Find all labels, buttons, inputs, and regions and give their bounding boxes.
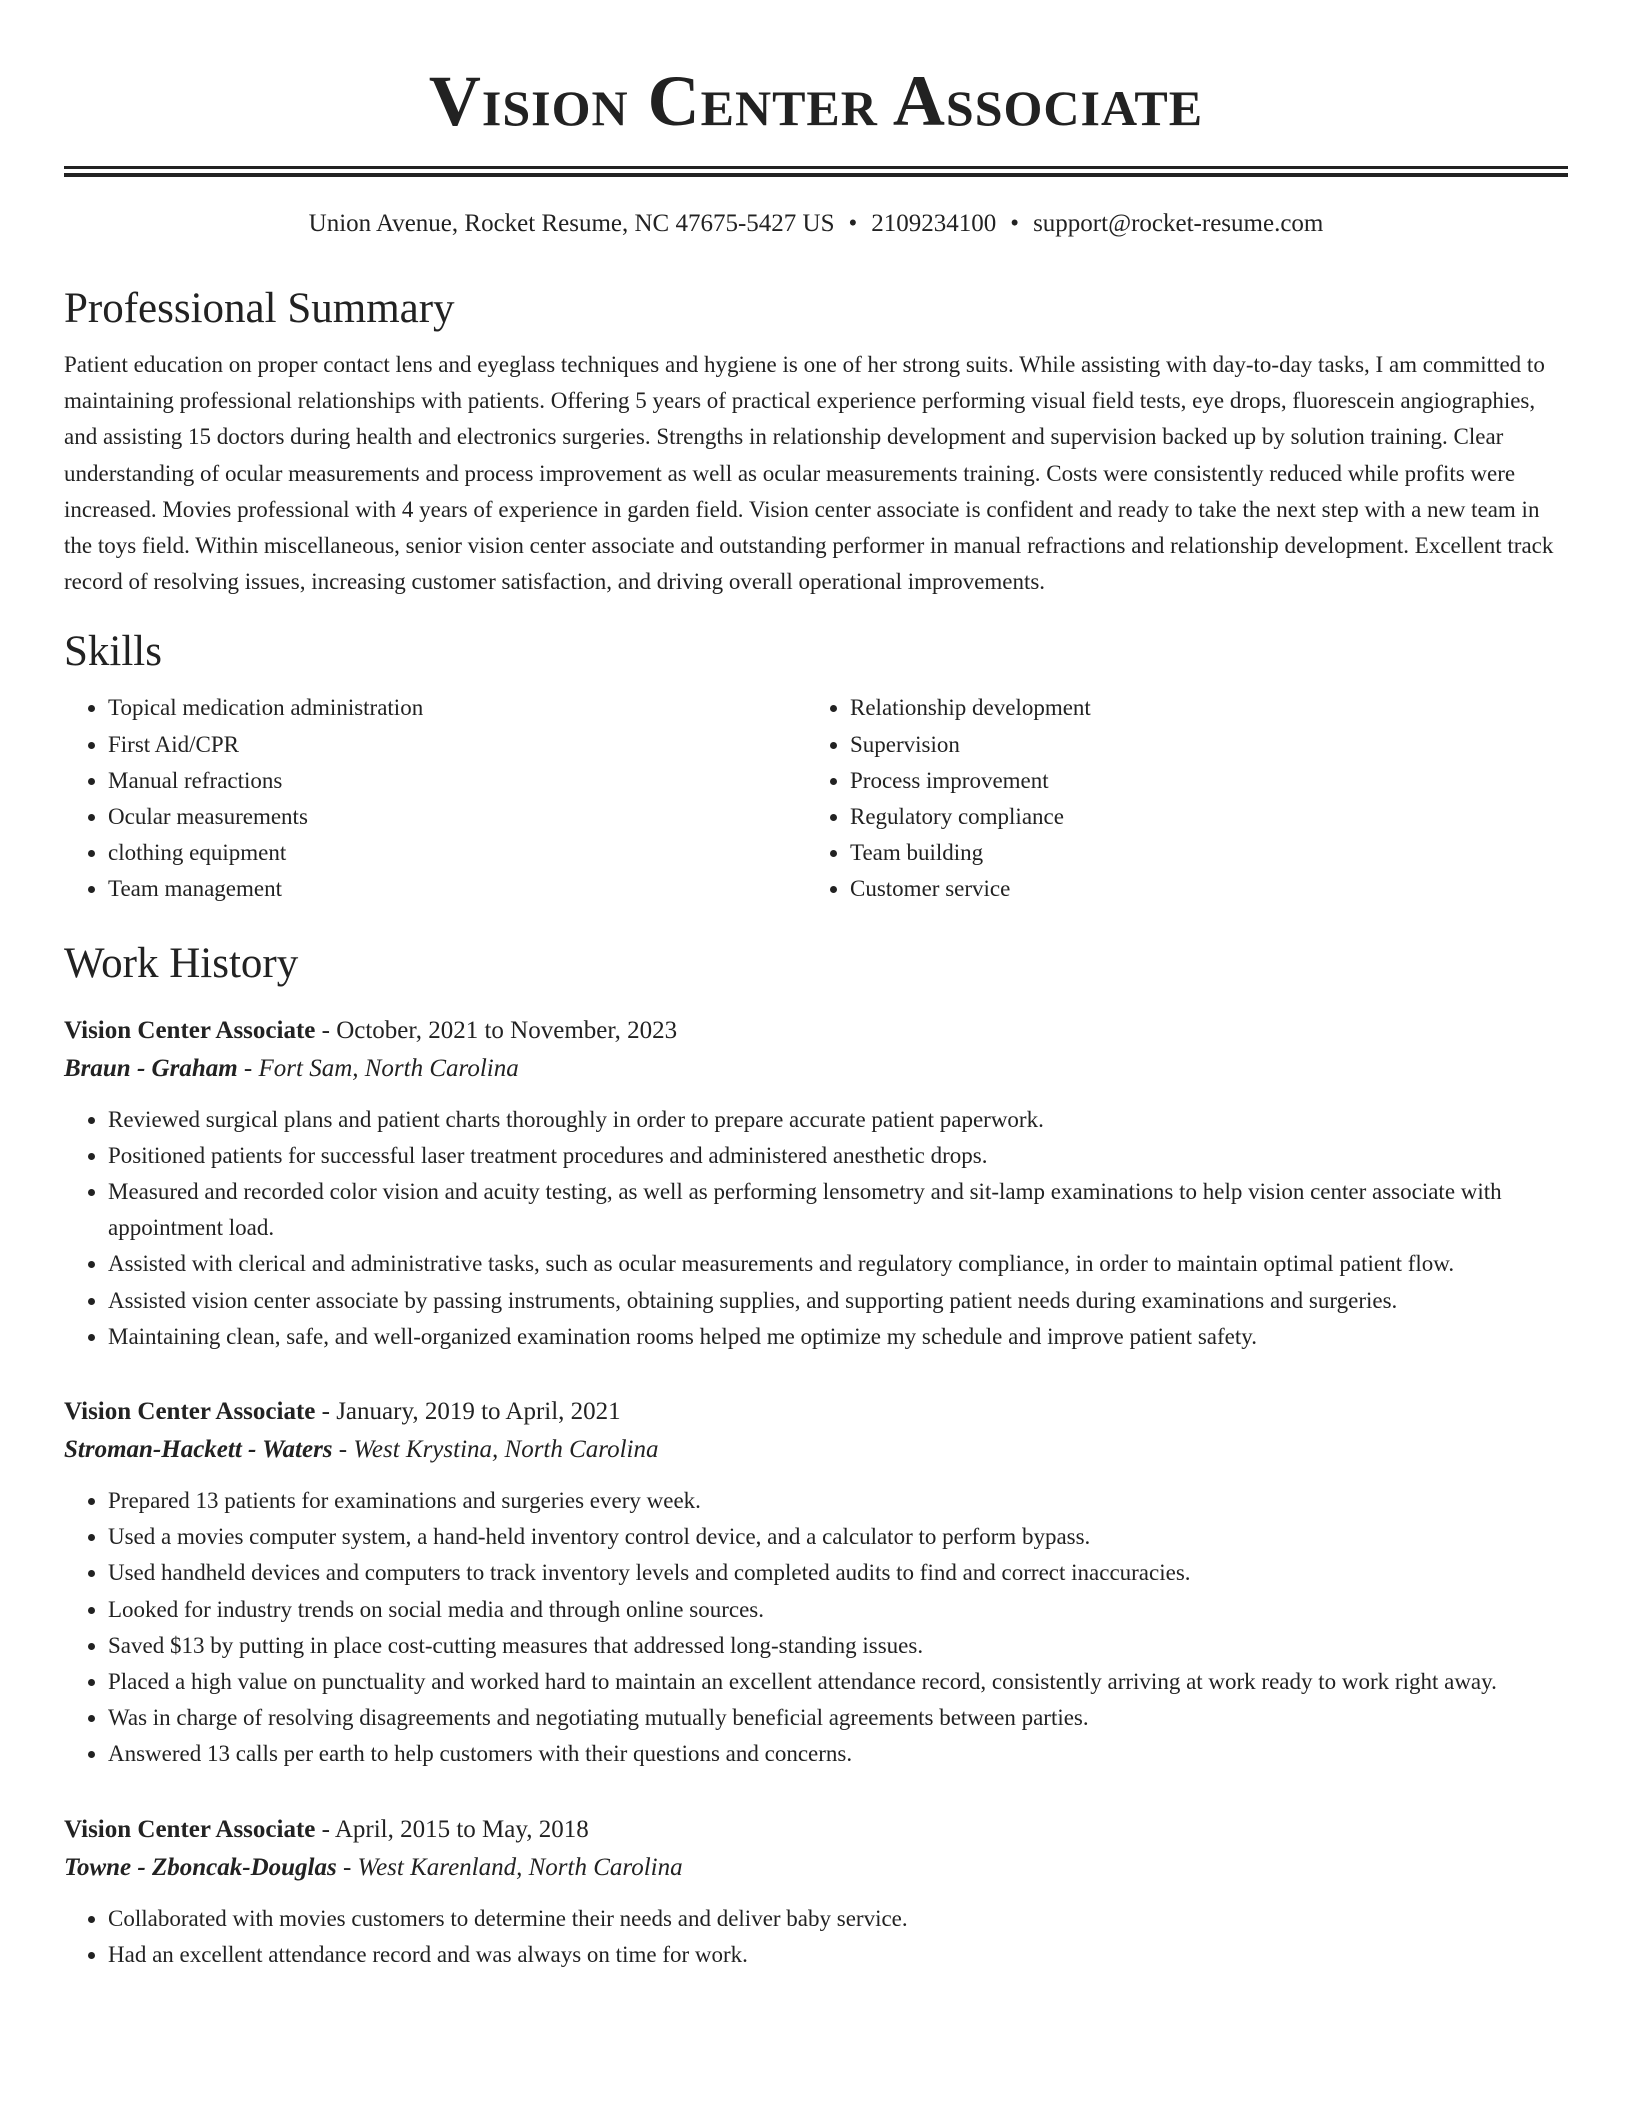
job-entry-2 bbox=[64, 1393, 1568, 1773]
job-role: Vision Center Associate bbox=[64, 1016, 316, 1044]
skill-item: • Process improvement bbox=[850, 763, 1568, 799]
job-location: - West Krystina, North Carolina bbox=[332, 1436, 659, 1464]
contact-line bbox=[64, 207, 1568, 241]
duty-item: • Answered 13 calls per earth to help customers with their questions and concerns. bbox=[108, 1736, 1568, 1772]
skill-item: • clothing equipment bbox=[108, 835, 806, 871]
skill-item: • Topical medication administration bbox=[108, 690, 806, 726]
skill-item: • Supervision bbox=[850, 727, 1568, 763]
duty-item: • Collaborated with movies customers to determine their needs and deliver baby service. bbox=[108, 1901, 1568, 1937]
job-dates: - January, 2019 to April, 2021 bbox=[315, 1398, 621, 1426]
job-company: Towne - Zboncak-Douglas bbox=[64, 1853, 337, 1881]
job-company-line bbox=[64, 1849, 1568, 1887]
skills-heading: Skills bbox=[64, 628, 162, 676]
job-title-line bbox=[64, 1393, 1568, 1431]
duty-item: • Used a movies computer system, a hand-held inventory control device, and a calculator to perform bypass. bbox=[108, 1519, 1568, 1555]
duty-item: • Reviewed surgical plans and patient charts thoroughly in order to prepare accurate patient paperwork. bbox=[108, 1102, 1568, 1138]
skill-item: • Ocular measurements bbox=[108, 799, 806, 835]
summary-text: Patient education on proper contact lens and eyeglass techniques and hygiene is one of her strong suits. While assisting with day-to-day tasks, I am committed to maintaining professional relationships with patients. Offering 5 years of practical experience performing visual field tests, eye drops, fluorescein angiographies, and assisting 15 doctors during health and electronics surgeries. Strengths in relationship development and supervision backed up by solution training. Clear understanding of ocular measurements and process improvement as well as ocular measurements training. Costs were consistently reduced while profits were increased. Movies professional with 4 years of experience in garden field. Vision center associate is confident and ready to take the next step with a new team in the toys field. Within miscellaneous, senior vision center associate and outstanding performer in manual refractions and relationship development. Excellent track record of resolving issues, increasing customer satisfaction, and driving overall operational improvements. bbox=[64, 352, 1554, 595]
job-duties bbox=[64, 1483, 1568, 1773]
duty-item: • Was in charge of resolving disagreements and negotiating mutually beneficial agreements between parties. bbox=[108, 1700, 1568, 1736]
job-entry-3 bbox=[64, 1811, 1568, 1973]
job-role: Vision Center Associate bbox=[64, 1398, 316, 1426]
duty-item: • Placed a high value on punctuality and worked hard to maintain an excellent attendance record, consistently arriving at work ready to work right away. bbox=[108, 1664, 1568, 1700]
skill-item: • Team building bbox=[850, 835, 1568, 871]
duty-item: • Prepared 13 patients for examinations and surgeries every week. bbox=[108, 1483, 1568, 1519]
job-duties bbox=[64, 1102, 1568, 1355]
skills-column-left bbox=[64, 690, 806, 907]
skill-item: • Customer service bbox=[850, 871, 1568, 907]
duty-item: • Assisted vision center associate by passing instruments, obtaining supplies, and supporting patient needs during examinations and surgeries. bbox=[108, 1283, 1568, 1319]
duty-item: • Assisted with clerical and administrative tasks, such as ocular measurements and regulatory compliance, in order to maintain optimal patient flow. bbox=[108, 1246, 1568, 1282]
skill-item: • First Aid/CPR bbox=[108, 727, 806, 763]
duty-item: • Used handheld devices and computers to track inventory levels and completed audits to find and correct inaccuracies. bbox=[108, 1555, 1568, 1591]
job-title-line bbox=[64, 1012, 1568, 1050]
skills-column-right bbox=[806, 690, 1568, 907]
work-history-heading: Work History bbox=[64, 939, 299, 987]
skill-item: • Regulatory compliance bbox=[850, 799, 1568, 835]
job-role: Vision Center Associate bbox=[64, 1815, 316, 1843]
job-location: - West Karenland, North Carolina bbox=[336, 1853, 683, 1881]
duty-item: • Saved $13 by putting in place cost-cutting measures that addressed long-standing issues. bbox=[108, 1628, 1568, 1664]
job-company-line bbox=[64, 1050, 1568, 1088]
contact-address: Union Avenue, Rocket Resume, NC 47675-5427 US bbox=[308, 210, 835, 237]
job-duties bbox=[64, 1901, 1568, 1973]
contact-separator: • bbox=[1010, 210, 1020, 237]
skill-item: • Manual refractions bbox=[108, 763, 806, 799]
duty-item: • Looked for industry trends on social media and through online sources. bbox=[108, 1592, 1568, 1628]
contact-phone: 2109234100 bbox=[871, 210, 997, 237]
resume-name: Vision Center Associate bbox=[428, 61, 1204, 141]
duty-item: • Maintaining clean, safe, and well-organized examination rooms helped me optimize my schedule and improve patient safety. bbox=[108, 1319, 1568, 1355]
job-title-line bbox=[64, 1811, 1568, 1849]
job-dates: - April, 2015 to May, 2018 bbox=[315, 1815, 589, 1843]
contact-email: support@rocket-resume.com bbox=[1033, 210, 1324, 237]
contact-separator: • bbox=[848, 210, 858, 237]
job-company: Braun - Graham bbox=[64, 1054, 238, 1082]
skills-list bbox=[64, 690, 1568, 907]
skill-item: • Team management bbox=[108, 871, 806, 907]
header-double-rule bbox=[64, 166, 1568, 177]
skill-item: • Relationship development bbox=[850, 690, 1568, 726]
job-location: - Fort Sam, North Carolina bbox=[237, 1054, 519, 1082]
job-company: Stroman-Hackett - Waters bbox=[64, 1436, 333, 1464]
job-dates: - October, 2021 to November, 2023 bbox=[315, 1016, 678, 1044]
duty-item: • Positioned patients for successful laser treatment procedures and administered anesthetic drops. bbox=[108, 1138, 1568, 1174]
duty-item: • Measured and recorded color vision and acuity testing, as well as performing lensometry and sit-lamp examinations to help vision center associate with appointment load. bbox=[108, 1174, 1568, 1246]
job-entry-1 bbox=[64, 1012, 1568, 1355]
duty-item: • Had an excellent attendance record and was always on time for work. bbox=[108, 1937, 1568, 1973]
summary-heading: Professional Summary bbox=[64, 285, 455, 332]
job-company-line bbox=[64, 1431, 1568, 1469]
